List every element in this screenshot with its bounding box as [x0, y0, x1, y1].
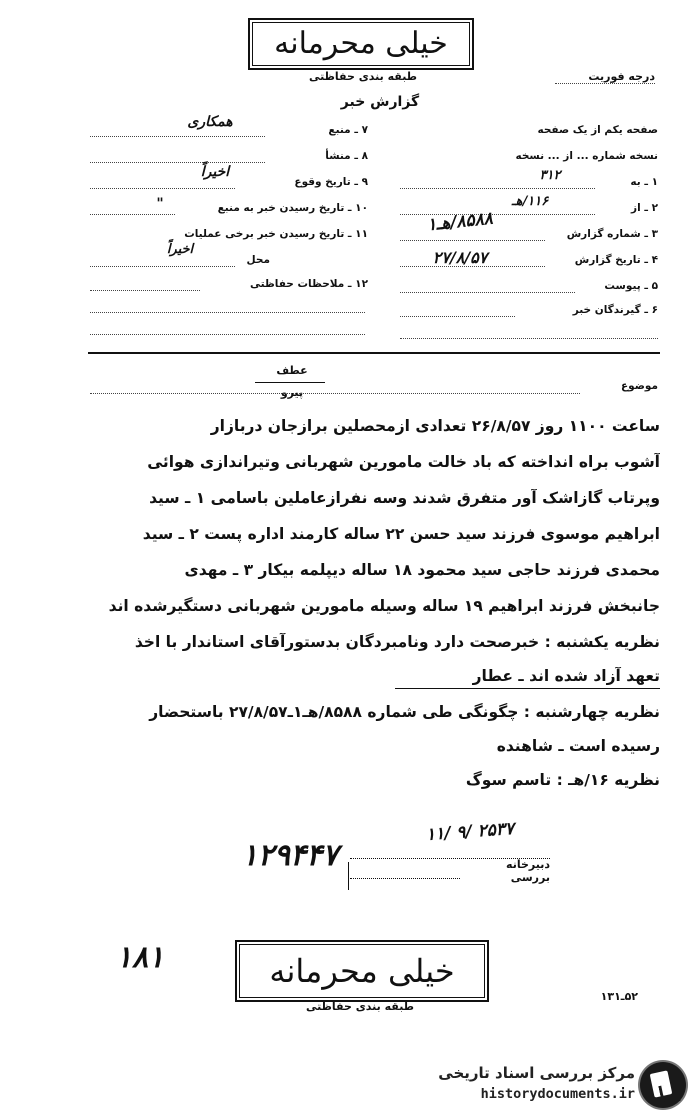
- field-security-notes-line-2: [90, 312, 365, 313]
- field-to-line: [400, 188, 595, 189]
- field-recipients-line: [400, 316, 515, 317]
- field-security-notes-line: [90, 290, 200, 291]
- field-report-number-value: ۸۵۸۸/هـ۱: [426, 208, 494, 236]
- field-source-label: ۷ ـ منبع: [328, 124, 368, 136]
- priority-label: درجه فوریت: [555, 70, 655, 84]
- field-ops-place-line: [90, 266, 235, 267]
- body-line-7: نظریه یکشنبه : خبرصحت دارد ونامبردگان بدستورآقای استاندار با اخذ: [134, 633, 660, 651]
- field-ops-received-value: اخیراً: [166, 242, 194, 257]
- body-line-2: آشوب براه انداخته که باد خالت مامورین شهربانی وتیراندازی هوائی: [147, 453, 660, 471]
- field-source-received-label: ۱۰ ـ تاریخ رسیدن خبر به منبع: [217, 202, 368, 214]
- reference-label: عطف: [276, 364, 308, 377]
- field-occurrence-date-value: اخیراً: [200, 164, 230, 180]
- field-recipients-label: ۶ ـ گیرندگان خبر: [572, 304, 658, 316]
- field-attachment-line: [400, 292, 575, 293]
- copy-number-line: نسخه شماره ... از ... نسخه: [515, 150, 658, 162]
- opinion-116-line: نظریه ۱۶/هـ : تاسم سوگ: [465, 771, 660, 789]
- report-title: گزارش خبر: [340, 94, 420, 110]
- field-from-value: ۱۱۶/هـ: [511, 194, 549, 209]
- field-source-received-value: ": [156, 196, 164, 212]
- bottom-classification-caption: طبقه بندی حفاظتی: [305, 1000, 415, 1013]
- opinion-wednesday-line-2: رسیده است ـ شاهنده: [496, 737, 660, 755]
- footer-website: historydocuments.ir: [480, 1086, 635, 1102]
- header-separator-rule: [88, 352, 660, 354]
- file-number: ۱۲۹۴۴۷: [241, 838, 339, 873]
- field-report-number-label: ۳ ـ شماره گزارش: [566, 228, 658, 240]
- field-to-value: ۳۱۲: [539, 168, 561, 183]
- registry-stamp-date: ۱۱/ ۹/ ۲۵۳۷: [425, 818, 515, 846]
- field-ops-place-label: محل: [246, 254, 270, 266]
- field-report-date-label: ۴ ـ تاریخ گزارش: [574, 254, 658, 266]
- opinion-wednesday-line-1: نظریه چهارشنبه : چگونگی طی شماره ۸۵۸۸/هـ۱ـ۲۷/۸/۵۷ باستحضار: [149, 703, 660, 721]
- field-origin-line: [90, 162, 265, 163]
- field-source-line: [90, 136, 265, 137]
- field-security-notes-label: ۱۲ ـ ملاحظات حفاظتی: [249, 278, 368, 290]
- field-ops-received-label: ۱۱ ـ تاریخ رسیدن خبر برخی عملیات: [184, 228, 368, 240]
- body-line-8: تعهد آزاد شده اند ـ عطار: [472, 667, 660, 685]
- classification-stamp-bottom: خیلی محرمانه: [235, 940, 489, 1002]
- field-report-number-line: [400, 240, 545, 241]
- page-count-line: صفحه یکم از یک صفحه: [537, 124, 658, 136]
- field-report-date-value: ۲۷/۸/۵۷: [432, 248, 488, 267]
- field-occurrence-date-line: [90, 188, 235, 189]
- classification-caption: طبقه بندی حفاظتی: [308, 70, 418, 83]
- field-source-value: همکاری: [187, 114, 233, 130]
- subject-label: موضوع: [621, 380, 658, 392]
- body-line-6: جانبخش فرزند ابراهیم ۱۹ ساله وسیله مامورین شهربانی دستگیرشده اند: [108, 597, 660, 615]
- body-underline: [395, 688, 660, 689]
- field-source-received-line: [90, 214, 175, 215]
- registry-stamp-line-2: [350, 878, 460, 879]
- field-to-label: ۱ ـ به: [630, 176, 658, 188]
- subject-line: [90, 393, 580, 394]
- page-number: ۱۸۱: [115, 940, 165, 975]
- reference-divider: [255, 382, 325, 383]
- body-line-3: وپرتاب گازاشک آور متفرق شدند وسه نفرازعاملین باسامی ۱ ـ سید: [149, 489, 660, 507]
- field-security-notes-line-3: [90, 334, 365, 335]
- field-from-label: ۲ ـ از: [631, 202, 658, 214]
- field-occurrence-date-label: ۹ ـ تاریخ وقوع: [294, 176, 368, 188]
- follow-up-label: پیرو: [280, 386, 304, 399]
- field-recipients-line-2: [400, 338, 658, 339]
- document-archive-logo-icon: [640, 1062, 686, 1108]
- classification-stamp-top: خیلی محرمانه: [248, 18, 474, 70]
- form-code: ۵۲ـ۱۳۱: [600, 990, 638, 1003]
- field-attachment-label: ۵ ـ پیوست: [604, 280, 658, 292]
- body-line-5: محمدی فرزند حاجی سید محمود ۱۸ ساله دیپلمه بیکار ۳ ـ مهدی: [184, 561, 660, 579]
- registry-stamp-note: دبیرخانه بررسی: [506, 858, 550, 884]
- body-line-4: ابراهیم موسوی فرزند سید حسن ۲۲ ساله کارمند اداره پست ۲ ـ سید: [142, 525, 660, 543]
- body-line-1: ساعت ۱۱۰۰ روز ۲۶/۸/۵۷ تعدادی ازمحصلین برازجان دربازار: [210, 417, 660, 435]
- field-origin-label: ۸ ـ منشأ: [325, 150, 368, 162]
- footer-org-name: مرکز بررسی اسناد تاریخی: [438, 1064, 635, 1082]
